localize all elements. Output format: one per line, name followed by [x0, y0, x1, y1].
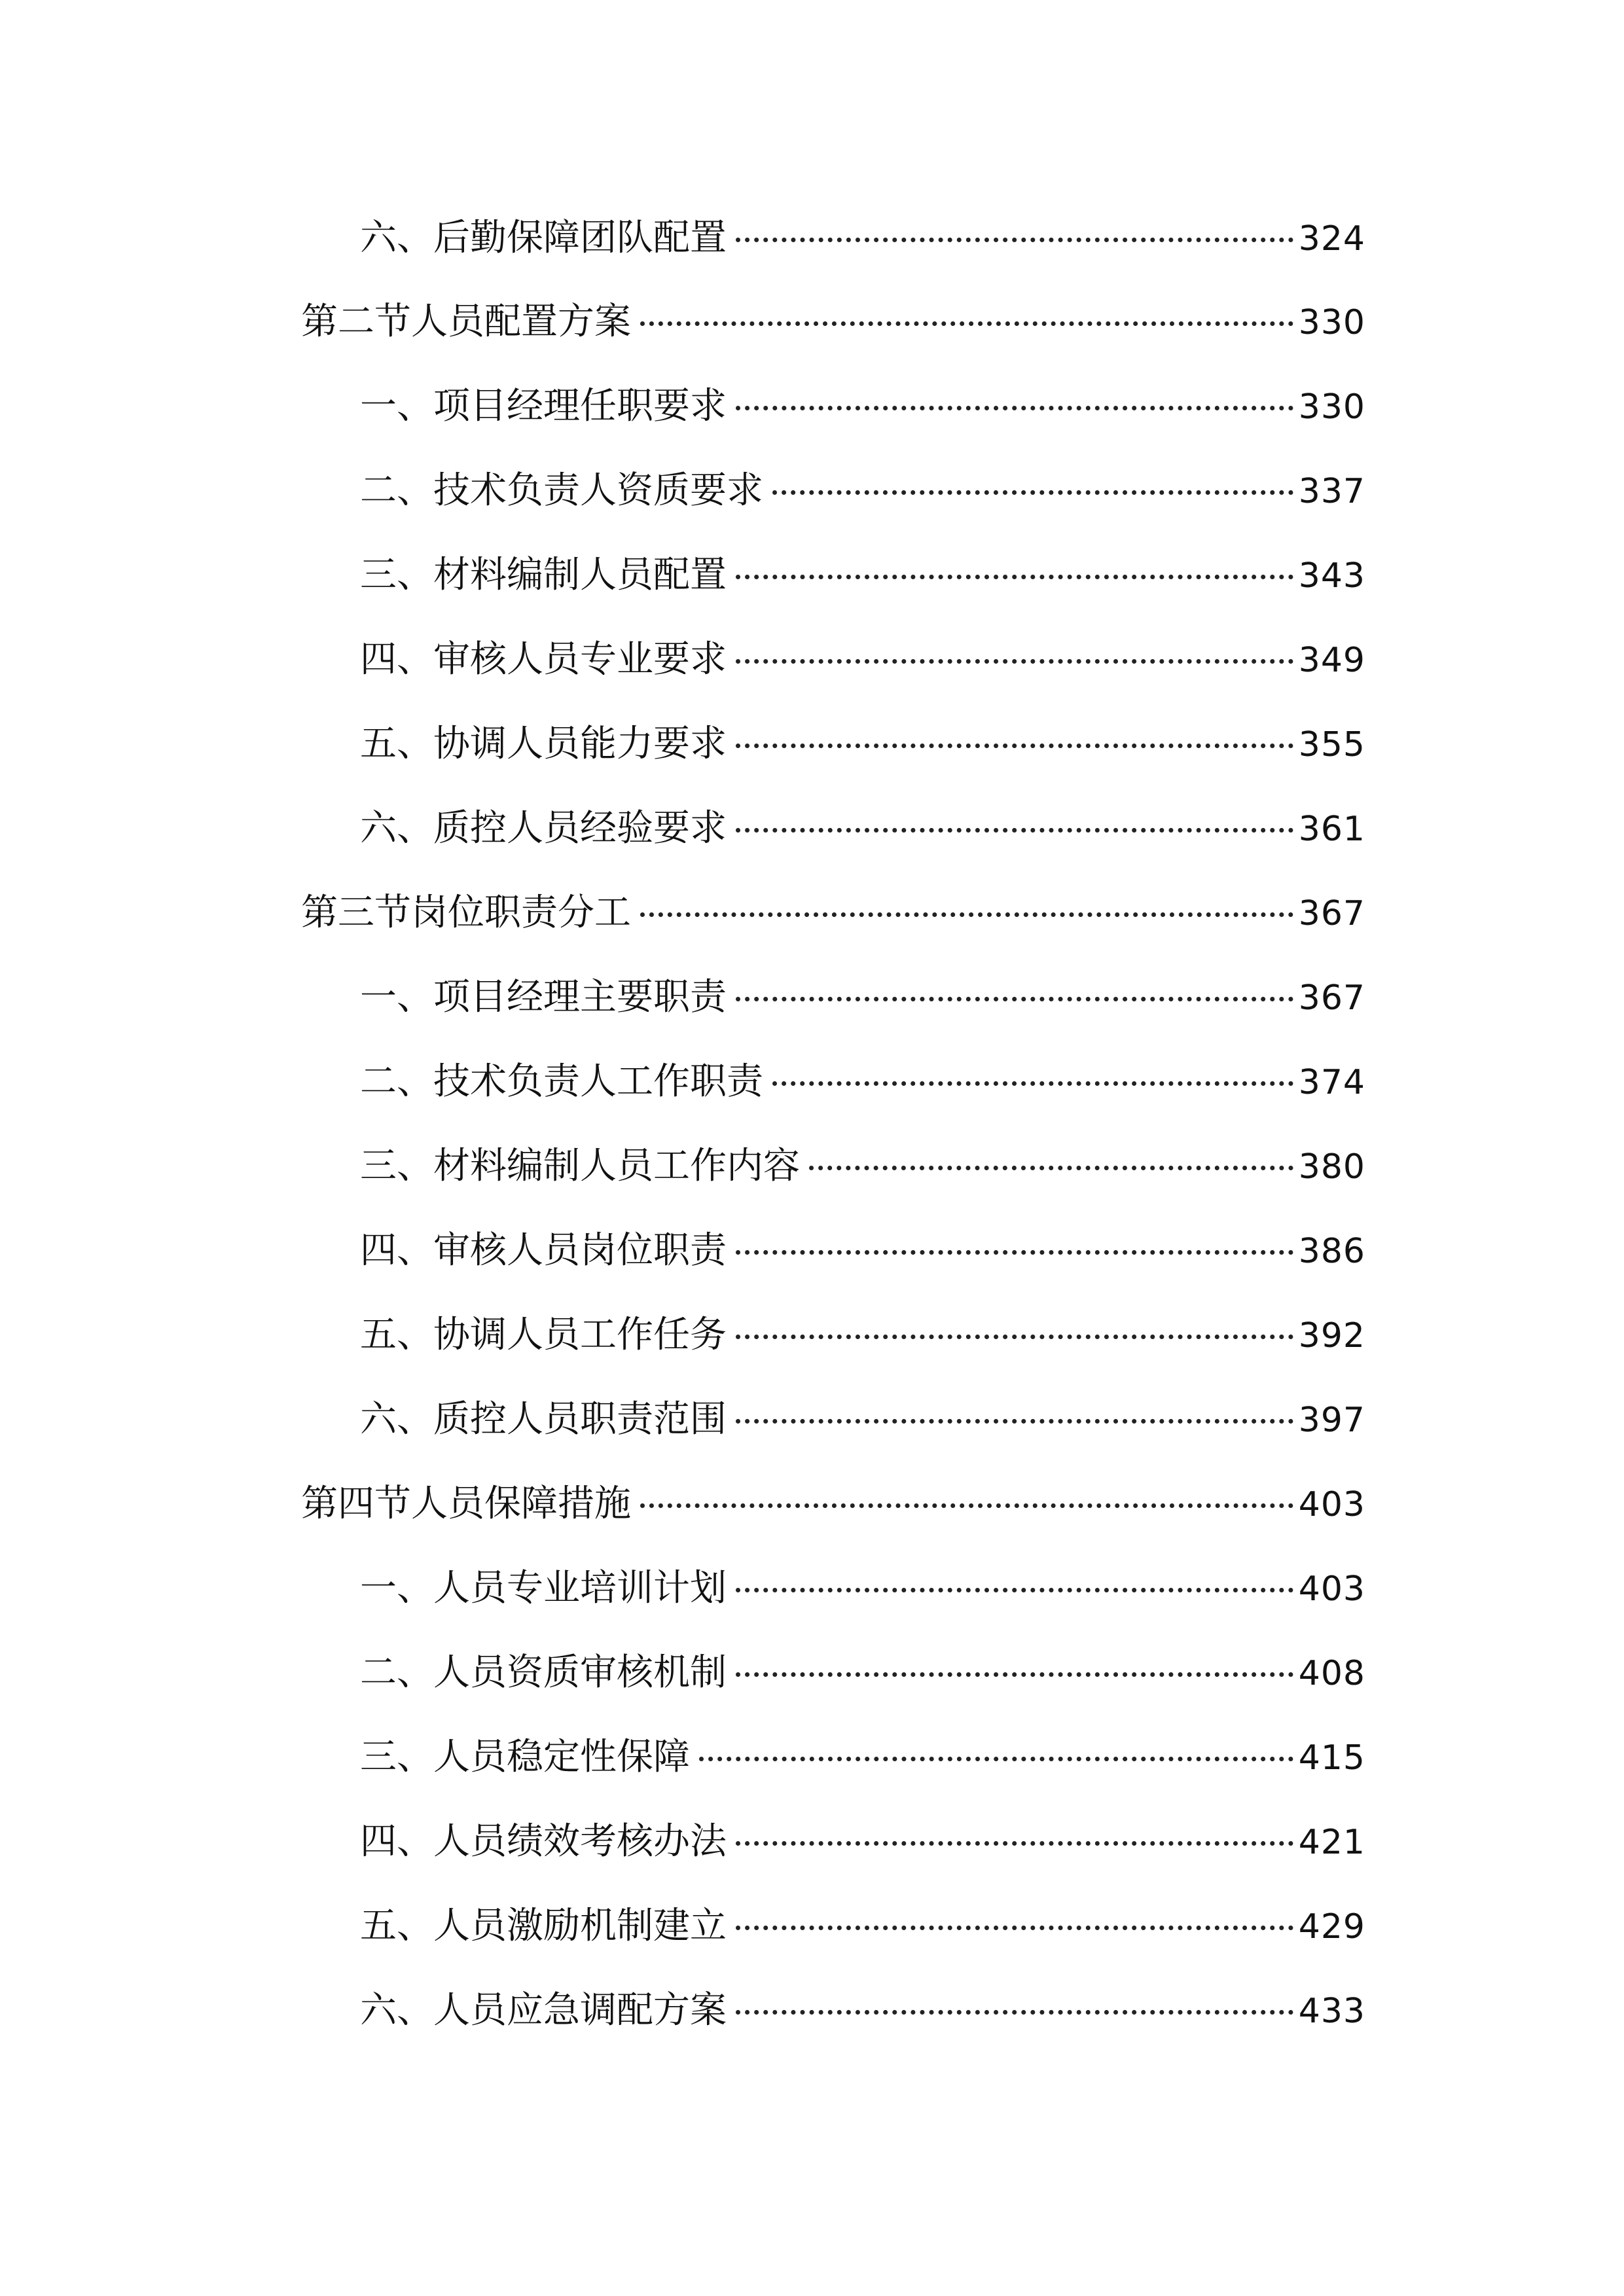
toc-section-entry[interactable] — [301, 1478, 1365, 1530]
toc-page-number: 324 — [1298, 219, 1365, 259]
toc-dot-leader — [640, 321, 1293, 326]
toc-dot-leader — [736, 1335, 1293, 1339]
toc-page-number: 403 — [1298, 1570, 1365, 1609]
toc-dot-leader — [809, 1166, 1293, 1170]
toc-dot-leader — [736, 997, 1293, 1001]
toc-entry[interactable] — [360, 971, 1365, 1024]
toc-entry-label: 二、人员资质审核机制 — [360, 1651, 727, 1694]
toc-section-entry[interactable] — [301, 296, 1365, 348]
toc-entry[interactable] — [360, 1393, 1365, 1446]
toc-section-entry[interactable] — [301, 887, 1365, 939]
toc-entry-label: 六、质控人员经验要求 — [360, 807, 727, 850]
toc-page-number: 433 — [1298, 1992, 1365, 2031]
toc-page-number: 386 — [1298, 1232, 1365, 1271]
toc-entry[interactable] — [360, 1731, 1365, 1784]
toc-dot-leader — [736, 1672, 1293, 1677]
toc-entry[interactable] — [360, 212, 1365, 264]
toc-entry-label: 六、人员应急调配方案 — [360, 1989, 727, 2032]
toc-entry-label: 五、协调人员工作任务 — [360, 1314, 727, 1356]
toc-page-number: 337 — [1298, 472, 1365, 511]
toc-entry-label: 三、人员稳定性保障 — [360, 1736, 690, 1778]
toc-entry[interactable] — [360, 1816, 1365, 1868]
toc-dot-leader — [640, 1503, 1293, 1508]
toc-page-number: 361 — [1298, 810, 1365, 849]
toc-dot-leader — [736, 828, 1293, 833]
toc-page-number: 349 — [1298, 641, 1365, 680]
toc-page-number: 380 — [1298, 1147, 1365, 1187]
toc-entry[interactable] — [360, 1140, 1365, 1193]
toc-dot-leader — [736, 406, 1293, 410]
toc-dot-leader — [736, 659, 1293, 664]
toc-entry-label: 三、材料编制人员工作内容 — [360, 1145, 800, 1187]
toc-entry-label: 四、审核人员岗位职责 — [360, 1229, 727, 1272]
toc-entry[interactable] — [360, 1984, 1365, 2037]
toc-dot-leader — [640, 912, 1293, 917]
toc-entry-label: 一、项目经理任职要求 — [360, 385, 727, 427]
toc-entry-label: 一、人员专业培训计划 — [360, 1567, 727, 1609]
toc-entry-label: 四、审核人员专业要求 — [360, 638, 727, 681]
toc-entry-label: 第四节人员保障措施 — [301, 1482, 631, 1525]
toc-entry-label: 三、材料编制人员配置 — [360, 554, 727, 596]
toc-page-number: 415 — [1298, 1738, 1365, 1778]
toc-entry[interactable] — [360, 380, 1365, 433]
toc-entry[interactable] — [360, 1562, 1365, 1615]
toc-page-number: 330 — [1298, 387, 1365, 427]
toc-dot-leader — [736, 238, 1293, 242]
toc-dot-leader — [736, 1250, 1293, 1255]
toc-entry-label: 二、技术负责人工作职责 — [360, 1060, 763, 1103]
toc-dot-leader — [736, 2010, 1293, 2015]
toc-dot-leader — [772, 490, 1293, 495]
toc-page-number: 403 — [1298, 1485, 1365, 1524]
toc-entry[interactable] — [360, 634, 1365, 686]
toc-page-number: 374 — [1298, 1063, 1365, 1102]
toc-entry-label: 六、后勤保障团队配置 — [360, 217, 727, 259]
toc-entry[interactable] — [360, 465, 1365, 517]
toc-dot-leader — [736, 1419, 1293, 1424]
toc-entry[interactable] — [360, 718, 1365, 770]
toc-entry-label: 四、人员绩效考核办法 — [360, 1820, 727, 1863]
toc-page-number: 392 — [1298, 1316, 1365, 1355]
toc-entry-label: 第三节岗位职责分工 — [301, 891, 631, 934]
toc-entry[interactable] — [360, 1647, 1365, 1699]
toc-entry[interactable] — [360, 1309, 1365, 1361]
toc-entry-label: 第二节人员配置方案 — [301, 300, 631, 343]
toc-entry[interactable] — [360, 1056, 1365, 1108]
toc-entry-label: 一、项目经理主要职责 — [360, 976, 727, 1018]
toc-entry-label: 六、质控人员职责范围 — [360, 1398, 727, 1441]
toc-page-number: 330 — [1298, 303, 1365, 342]
toc-page-number: 408 — [1298, 1654, 1365, 1693]
toc-entry[interactable] — [360, 1900, 1365, 1952]
toc-page-number: 367 — [1298, 978, 1365, 1018]
toc-dot-leader — [772, 1081, 1293, 1086]
toc-entry-label: 五、人员激励机制建立 — [360, 1905, 727, 1947]
toc-dot-leader — [736, 1588, 1293, 1592]
toc-dot-leader — [736, 1926, 1293, 1930]
toc-page-number: 421 — [1298, 1823, 1365, 1862]
toc-entry[interactable] — [360, 1225, 1365, 1277]
toc-entry[interactable] — [360, 549, 1365, 601]
toc-page-number: 355 — [1298, 725, 1365, 764]
toc-dot-leader — [736, 575, 1293, 579]
toc-page-number: 397 — [1298, 1401, 1365, 1440]
toc-entry-label: 五、协调人员能力要求 — [360, 723, 727, 765]
toc-dot-leader — [736, 1841, 1293, 1846]
toc-dot-leader — [699, 1757, 1293, 1761]
toc-dot-leader — [736, 744, 1293, 748]
toc-page-number: 343 — [1298, 556, 1365, 596]
toc-page-number: 429 — [1298, 1907, 1365, 1946]
toc-entry[interactable] — [360, 802, 1365, 855]
toc-entry-label: 二、技术负责人资质要求 — [360, 469, 763, 512]
toc-page-number: 367 — [1298, 894, 1365, 933]
